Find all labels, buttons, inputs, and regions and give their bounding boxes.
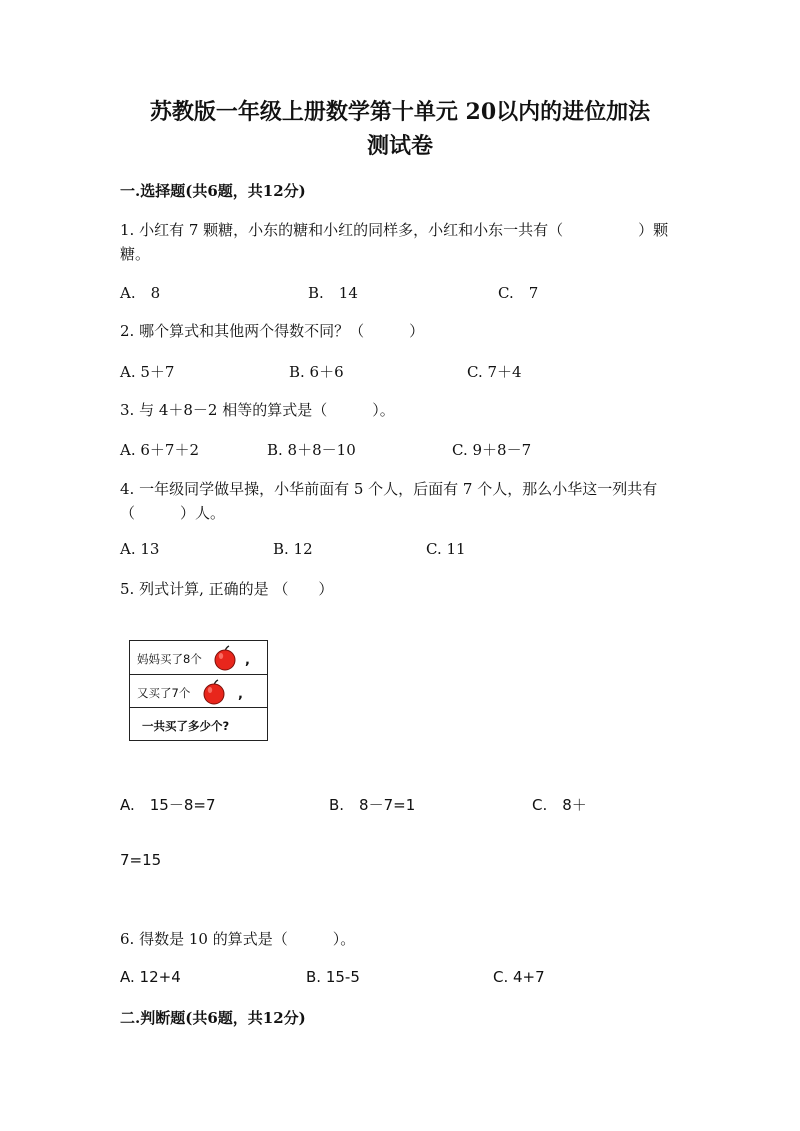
question-2-option-b[interactable]: B. 6＋6 (289, 363, 344, 381)
question-1-option-c[interactable]: C. 7 (498, 284, 539, 302)
question-5-option-c-continued: 7=15 (120, 851, 162, 869)
question-3-option-b[interactable]: B. 8＋8－10 (267, 441, 356, 459)
question-3-text: 3. 与 4＋8－2 相等的算式是（ ）。 (120, 401, 395, 419)
question-1-option-b[interactable]: B. 14 (308, 284, 358, 302)
question-2-text: 2. 哪个算式和其他两个得数不同？（ ） (120, 322, 425, 340)
question-6-option-a[interactable]: A. 12+4 (120, 968, 181, 986)
illustration-row-3-text: 一共买了多少个? (142, 719, 230, 733)
question-6-option-c[interactable]: C. 4+7 (493, 968, 545, 986)
question-5-option-c[interactable]: C. 8＋ (532, 796, 587, 814)
illustration-row-1-text: 妈妈买了8个 (137, 652, 202, 666)
question-5-text: 5. 列式计算, 正确的是 （ ） (120, 580, 334, 598)
section-heading-judgement: 二.判断题(共6题，共12分) (120, 1009, 306, 1027)
illustration-row-2-comma: , (238, 687, 243, 702)
question-1-option-a[interactable]: A. 8 (120, 284, 161, 302)
illustration-row-2 (130, 674, 267, 707)
apple-icon (213, 645, 237, 671)
question-3-option-c[interactable]: C. 9＋8－7 (452, 441, 532, 459)
question-5-illustration (129, 640, 268, 741)
question-4-option-b[interactable]: B. 12 (273, 540, 313, 558)
question-6-option-b[interactable]: B. 15-5 (306, 968, 360, 986)
illustration-row-2-text: 又买了7个 (137, 686, 191, 700)
illustration-row-3 (130, 707, 267, 740)
question-6-text: 6. 得数是 10 的算式是（ ）。 (120, 930, 356, 948)
apple-icon (202, 679, 226, 705)
exam-title-line2: 测试卷 (366, 133, 433, 159)
illustration-row-1-comma: , (245, 653, 250, 668)
question-1-text: 1. 小红有 7 颗糖，小东的糖和小红的同样多，小红和小东一共有（ ）颗糖。 (120, 221, 669, 263)
question-4-option-c[interactable]: C. 11 (426, 540, 466, 558)
question-5-option-b[interactable]: B. 8－7=1 (329, 796, 416, 814)
question-4-text: 4. 一年级同学做早操，小华前面有 5 个人，后面有 7 个人，那么小华这一列共有（ ）人。 (120, 480, 658, 522)
exam-title-line1: 苏教版一年级上册数学第十单元 20以内的进位加法 (149, 99, 651, 125)
question-4-option-a[interactable]: A. 13 (120, 540, 160, 558)
section-heading-choice: 一.选择题(共6题，共12分) (120, 182, 306, 200)
question-2-option-c[interactable]: C. 7＋4 (467, 363, 522, 381)
question-3-option-a[interactable]: A. 6＋7＋2 (120, 441, 199, 459)
illustration-row-1 (130, 641, 267, 674)
question-2-option-a[interactable]: A. 5＋7 (120, 363, 175, 381)
question-5-option-a[interactable]: A. 15－8=7 (120, 796, 216, 814)
